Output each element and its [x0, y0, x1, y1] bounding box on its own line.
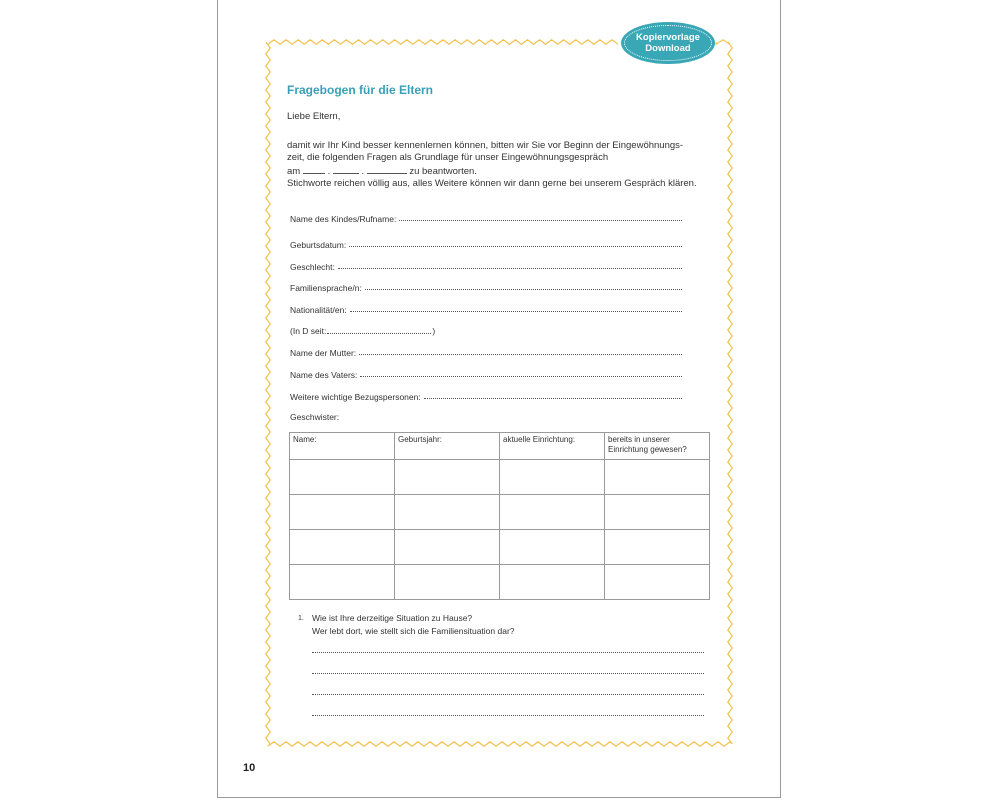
intro-line2: zeit, die folgenden Fragen als Grundlage für unser Eingewöhnungsgespräch [287, 152, 609, 163]
siblings-label: Geschwister: [290, 412, 340, 422]
field-child-name[interactable]: Name des Kindes/Rufname: [290, 212, 682, 224]
table-cell[interactable] [290, 495, 395, 530]
question-number: 1. [298, 615, 304, 622]
date-month-blank[interactable] [333, 164, 359, 174]
table-cell[interactable] [395, 530, 500, 565]
table-cell[interactable] [605, 530, 710, 565]
field-in-germany-since[interactable]: (In D seit: ) [290, 326, 436, 336]
page-title: Fragebogen für die Eltern [287, 83, 434, 97]
table-row [290, 565, 710, 600]
field-birthdate[interactable]: Geburtsdatum: [290, 238, 682, 250]
table-row [290, 460, 710, 495]
question-line2: Wer lebt dort, wie stellt sich die Familiensituation dar? [312, 626, 515, 636]
intro-line1: damit wir Ihr Kind besser kennenlernen können, bitten wir Sie vor Beginn der Eingewöhnungs- [287, 140, 684, 151]
badge-line1: Kopiervorlage [636, 32, 700, 43]
table-cell[interactable] [290, 460, 395, 495]
table-cell[interactable] [500, 565, 605, 600]
field-nationality[interactable]: Nationalität/en: [290, 303, 682, 315]
table-row [290, 530, 710, 565]
question-line1: Wie ist Ihre derzeitige Situation zu Hause? [312, 613, 473, 623]
date-day-blank[interactable] [303, 164, 325, 174]
table-cell[interactable] [500, 460, 605, 495]
table-cell[interactable] [395, 495, 500, 530]
table-cell[interactable] [500, 495, 605, 530]
field-mother-name[interactable]: Name der Mutter: [290, 346, 682, 358]
table-cell[interactable] [500, 530, 605, 565]
intro-line3: am . . zu beantworten. [287, 166, 477, 177]
siblings-table [289, 432, 710, 600]
header-birth-year: Geburtsjahr: [395, 433, 500, 460]
table-row [290, 495, 710, 530]
table-cell[interactable] [395, 565, 500, 600]
field-gender[interactable]: Geschlecht: [290, 260, 682, 272]
answer-line[interactable] [312, 694, 704, 695]
header-previously-attended: bereits in unserer Einrichtung gewesen? [605, 433, 710, 460]
table-cell[interactable] [605, 565, 710, 600]
table-cell[interactable] [395, 460, 500, 495]
header-current-facility: aktuelle Einrichtung: [500, 433, 605, 460]
answer-line[interactable] [312, 673, 704, 674]
date-year-blank[interactable] [367, 164, 407, 174]
answer-line[interactable] [312, 715, 704, 716]
field-father-name[interactable]: Name des Vaters: [290, 368, 682, 380]
greeting: Liebe Eltern, [287, 111, 341, 122]
download-badge[interactable] [621, 22, 715, 64]
badge-line2: Download [645, 43, 691, 54]
table-cell[interactable] [605, 495, 710, 530]
header-name: Name: [290, 433, 395, 460]
intro-paragraph [287, 140, 697, 190]
field-other-caregivers[interactable]: Weitere wichtige Bezugspersonen: [290, 390, 682, 402]
page-number: 10 [243, 762, 256, 774]
table-header-row [290, 433, 710, 460]
table-cell[interactable] [290, 530, 395, 565]
table-cell[interactable] [605, 460, 710, 495]
table-cell[interactable] [290, 565, 395, 600]
intro-line4: Stichworte reichen völlig aus, alles Weitere können wir dann gerne bei unserem Gespräch klären. [287, 178, 697, 189]
answer-line[interactable] [312, 652, 704, 653]
field-family-language[interactable]: Familiensprache/n: [290, 281, 682, 293]
